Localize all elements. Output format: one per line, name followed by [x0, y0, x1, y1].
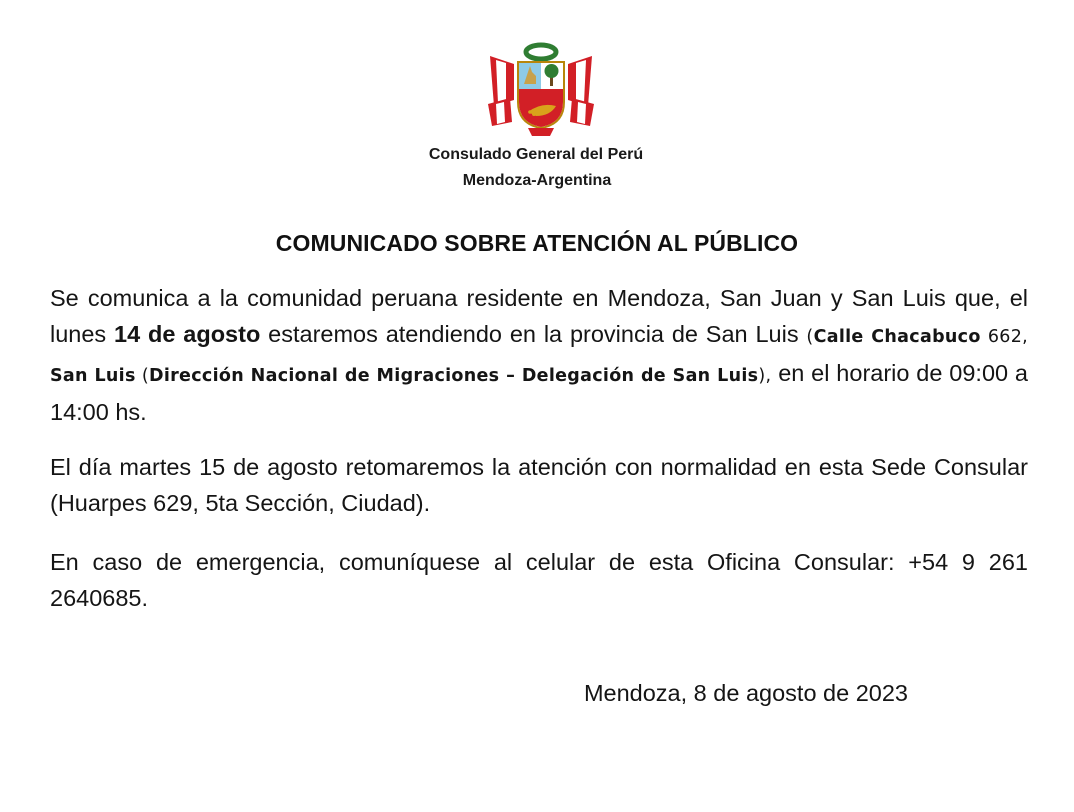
address-paren-open: ( [806, 327, 814, 347]
consulate-name: Consulado General del Perú [428, 146, 644, 163]
announcement-date: 14 de agosto [114, 321, 261, 347]
paragraph-resume-service: El día martes 15 de agosto retomaremos la atención con normalidad en esta Sede Consular (Huarpes 629, 5ta Sección, Ciudad). [50, 454, 1028, 516]
announcement-text-3: en el horario de 09:00 a 14:00 hs. [50, 360, 1028, 425]
emblem-left-flags [488, 56, 514, 126]
peru-coat-of-arms-emblem [484, 42, 598, 138]
consulate-location: Mendoza-Argentina [462, 172, 612, 189]
paragraph-announcement [50, 280, 1028, 430]
signature-date: Mendoza, 8 de agosto de 2023 [583, 680, 908, 706]
emblem-ribbon [528, 128, 554, 136]
paragraph-emergency-contact: En caso de emergencia, comuníquese al celular de esta Oficina Consular: +54 9 261 2640685. [50, 549, 1028, 611]
emblem-wreath [526, 45, 556, 59]
announcement-text-1: Se comunica a la comunidad peruana residente en Mendoza, San Juan y San Luis que, el lunes [50, 285, 1028, 347]
address-city: San Luis [50, 366, 136, 386]
address-inner-paren-close: ), [758, 366, 772, 386]
emblem-right-flags [568, 56, 594, 126]
address-office: Dirección Nacional de Migraciones – Delegación de San Luis [149, 366, 759, 386]
address-street: Calle Chacabuco [813, 327, 981, 347]
communique-title: COMUNICADO SOBRE ATENCIÓN AL PÚBLICO [275, 230, 799, 256]
address-inner-paren-open: ( [135, 366, 149, 386]
address-number: 662, [980, 327, 1029, 347]
emblem-shield [518, 62, 564, 128]
announcement-text-2: estaremos atendiendo en la provincia de San Luis [260, 321, 807, 347]
